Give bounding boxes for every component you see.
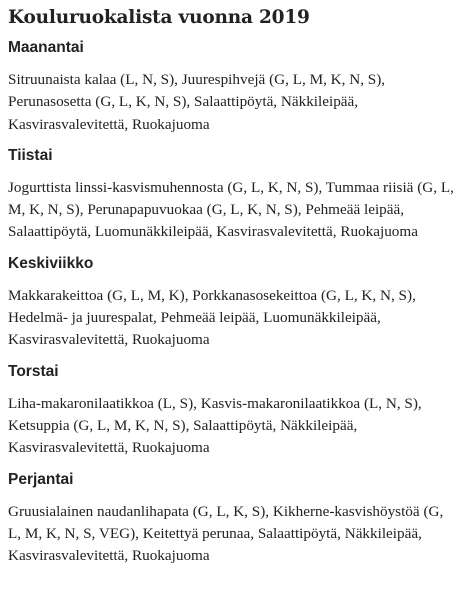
page-title: Kouluruokalista vuonna 2019 [8,7,310,28]
day-menu-wednesday: Makkarakeittoa (G, L, M, K), Porkkanasosekeittoa (G, L, K, N, S), Hedelmä- ja juurespalat, Pehmeää leipää, Luomunäkkileipää, Kasvirasvalevitettä, Ruokajuoma [8,286,416,349]
day-heading-tuesday: Tiistai [8,146,53,164]
day-menu-monday: Sitruunaista kalaa (L, N, S), Juurespihvejä (G, L, M, K, N, S), Perunasosetta (G, L, K, N, S), Salaattipöytä, Näkkileipää, Kasvirasvalevitettä, Ruokajuoma [8,71,386,133]
day-section-monday [8,38,455,136]
day-section-thursday [8,362,455,460]
day-menu-thursday: Liha-makaronilaatikkoa (L, S), Kasvis-makaronilaatikkoa (L, N, S), Ketsuppia (G, L, M, K, N, S), Salaattipöytä, Näkkileipää, Kasvirasvalevitettä, Ruokajuoma [8,394,422,457]
day-menu-tuesday: Jogurttista linssi-kasvismuhennosta (G, L, K, N, S), Tummaa riisiä (G, L, M, K, N, S), Perunapapuvuokaa (G, L, K, N, S), Pehmeää leipää, Salaattipöytä, Luomunäkkileipää, Kasvirasvalevitettä, Ruokajuoma [8,178,454,241]
day-heading-thursday: Torstai [8,362,59,380]
day-heading-friday: Perjantai [8,470,74,488]
day-heading-monday: Maanantai [8,39,84,56]
day-heading-wednesday: Keskiviikko [8,254,94,272]
day-section-friday [8,470,455,568]
day-section-tuesday [8,146,455,244]
day-menu-friday: Gruusialainen naudanlihapata (G, L, K, S), Kikherne-kasvishöystöä (G, L, M, K, N, S, VEG), Keitettyä perunaa, Salaattipöytä, Näkkileipää, Kasvirasvalevitettä, Ruokajuoma [8,502,444,565]
day-section-wednesday [8,254,455,352]
